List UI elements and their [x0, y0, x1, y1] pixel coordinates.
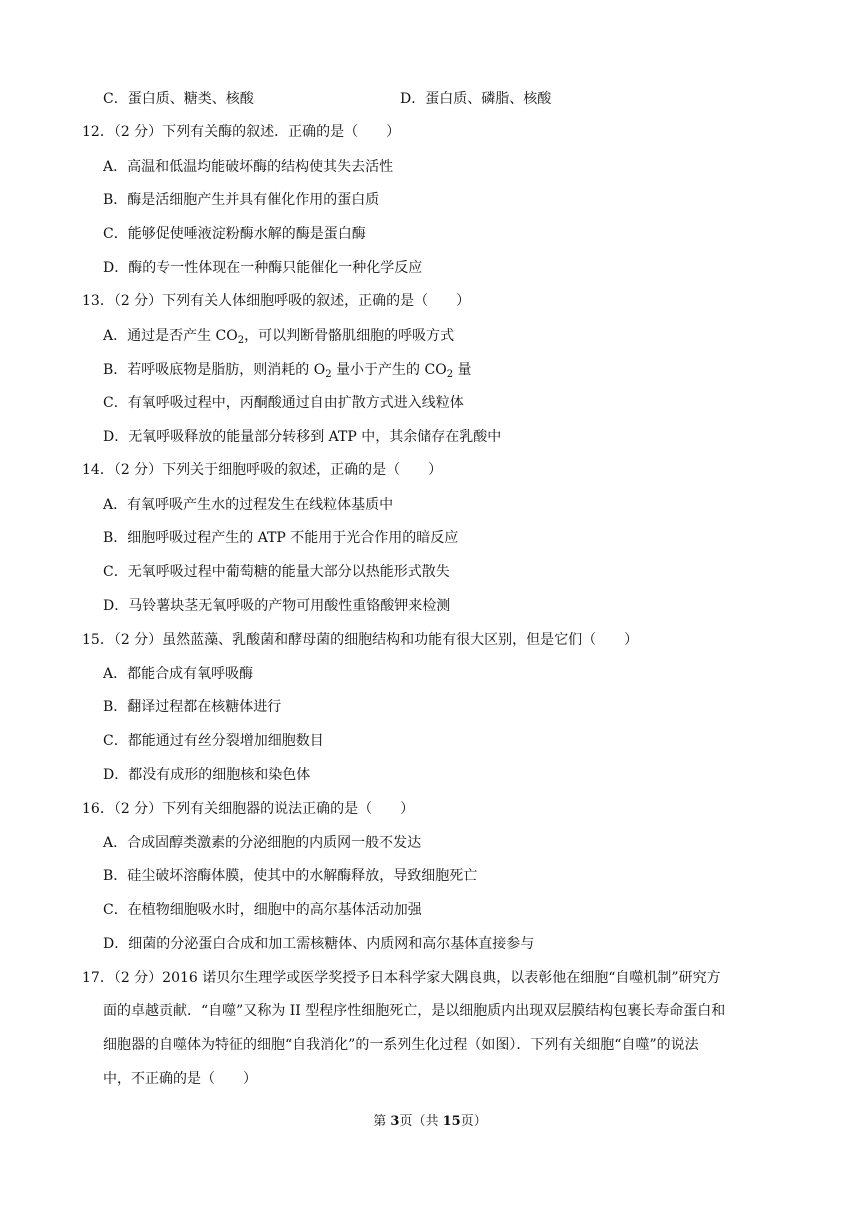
q13-option-b [103, 360, 472, 380]
q14-option-a: A．有氧呼吸产生水的过程发生在线粒体基质中 [103, 497, 394, 513]
q13-option-a-text: A．通过是否产生 CO [103, 328, 238, 344]
q16-option-b: B．硅尘破坏溶酶体膜，使其中的水解酶释放，导致细胞死亡 [103, 868, 478, 884]
q16-option-a: A．合成固醇类激素的分泌细胞的内质网一般不发达 [103, 835, 422, 851]
q13-option-b-text-mid: 量小于产生的 CO [331, 362, 447, 378]
q13-stem: 13．（2 分）下列有关人体细胞呼吸的叙述，正确的是（ ） [82, 293, 471, 309]
q16-option-d: D．细菌的分泌蛋白合成和加工需核糖体、内质网和高尔基体直接参与 [103, 936, 535, 952]
q17-stem-line-3: 细胞器的自噬体为特征的细胞“自我消化”的一系列生化过程（如图）．下列有关细胞“自噬”的说法 [103, 1037, 699, 1053]
q13-option-a [103, 326, 454, 346]
q14-stem: 14．（2 分）下列关于细胞呼吸的叙述，正确的是（ ） [82, 462, 443, 478]
q13-option-b-text: B．若呼吸底物是脂肪，则消耗的 O [103, 362, 326, 378]
q11-option-c: C．蛋白质、糖类、核酸 [103, 91, 254, 107]
page-number: 3 [390, 1114, 400, 1129]
q12-option-a: A．高温和低温均能破坏酶的结构使其失去活性 [103, 159, 394, 175]
q12-option-c: C．能够促使唾液淀粉酶水解的酶是蛋白酶 [103, 226, 366, 242]
q17-stem-line-1: 17．（2 分）2016 诺贝尔生理学或医学奖授予日本科学家大隅良典，以表彰他在细胞“自噬机制”研究方 [82, 970, 721, 986]
q16-stem: 16．（2 分）下列有关细胞器的说法正确的是（ ） [82, 801, 415, 817]
q15-option-c: C．都能通过有丝分裂增加细胞数目 [103, 733, 324, 749]
q11-option-d: D．蛋白质、磷脂、核酸 [400, 91, 552, 107]
page-footer [0, 1110, 860, 1129]
footer-suffix: 页） [460, 1114, 487, 1129]
q13-option-b-subscript-1: 2 [325, 369, 332, 380]
q13-option-a-subscript: 2 [237, 335, 245, 346]
q14-option-c: C．无氧呼吸过程中葡萄糖的能量大部分以热能形式散失 [103, 564, 450, 580]
footer-prefix: 第 [373, 1114, 391, 1129]
q15-option-a: A．都能合成有氧呼吸酶 [103, 666, 254, 682]
q15-option-d: D．都没有成形的细胞核和染色体 [103, 767, 311, 783]
q13-option-c: C．有氧呼吸过程中，丙酮酸通过自由扩散方式进入线粒体 [103, 395, 464, 411]
q12-option-d: D．酶的专一性体现在一种酶只能催化一种化学反应 [103, 260, 423, 276]
q17-stem-line-2: 面的卓越贡献．“自噬”又称为 II 型程序性细胞死亡，是以细胞质内出现双层膜结构包裹长寿命蛋白和 [103, 1003, 726, 1019]
q16-option-c: C．在植物细胞吸水时，细胞中的高尔基体活动加强 [103, 902, 422, 918]
q13-option-b-subscript-2: 2 [446, 369, 454, 380]
q12-option-b: B．酶是活细胞产生并具有催化作用的蛋白质 [103, 192, 380, 208]
q13-option-b-text-tail: 量 [453, 362, 472, 378]
q14-option-b: B．细胞呼吸过程产生的 ATP 不能用于光合作用的暗反应 [103, 530, 459, 546]
q15-stem: 15．（2 分）虽然蓝藻、乳酸菌和酵母菌的细胞结构和功能有很大区别，但是它们（ ） [82, 632, 639, 648]
q15-option-b: B．翻译过程都在核糖体进行 [103, 699, 282, 715]
q13-option-a-text-tail: ，可以判断骨骼肌细胞的呼吸方式 [244, 328, 455, 344]
footer-middle: 页（共 [399, 1114, 443, 1129]
total-pages: 15 [442, 1114, 461, 1129]
q12-stem: 12．（2 分）下列有关酶的叙述．正确的是（ ） [82, 124, 401, 140]
q13-option-d: D．无氧呼吸释放的能量部分转移到 ATP 中，其余储存在乳酸中 [103, 429, 502, 445]
q17-stem-line-4: 中，不正确的是（ ） [103, 1071, 257, 1087]
q14-option-d: D．马铃薯块茎无氧呼吸的产物可用酸性重铬酸钾来检测 [103, 598, 451, 614]
